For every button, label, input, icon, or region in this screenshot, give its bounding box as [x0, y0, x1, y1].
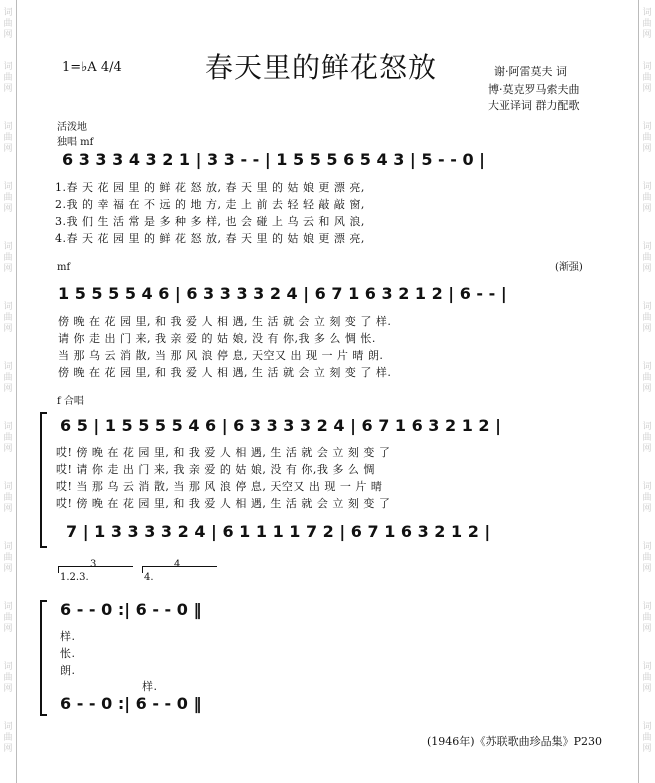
chorus-brace — [40, 412, 47, 548]
lyric-row3-verse-4: 哎! 傍 晚 在 花 园 里, 和 我 爱 人 相 遇, 生 活 就 会 立 刻 变 了 — [56, 497, 391, 510]
solo-dynamic: 独唱 mf — [57, 137, 94, 148]
lyric-verse-4: 4.春 天 花 园 里 的 鲜 花 怒 放, 春 天 里 的 姑 娘 更 漂 亮, — [55, 232, 365, 245]
notation-row-2: 1 5 5 5 5 4 6 | 6 3 3 3 3 2 4 | 6 7 1 6 3 2 1 2 | 6 - - | — [58, 284, 507, 303]
final-lyric-3: 朗. — [60, 664, 76, 677]
composer-credit: 博·莫克罗马索夫曲 — [488, 83, 580, 96]
notation-row-final-1: 6 - - 0 :| 6 - - 0 ‖ — [60, 600, 202, 619]
notation-row-1: 6 3 3 3 4 3 2 1 | 3 3 - - | 1 5 5 5 6 5 4 3 | 5 - - 0 | — [62, 150, 485, 169]
notation-row-4: 7 | 1 3 3 3 3 2 4 | 6 1 1 1 1 7 2 | 6 7 1 6 3 2 1 2 | — [66, 522, 491, 541]
lyric-row3-verse-1: 哎! 傍 晚 在 花 园 里, 和 我 爱 人 相 遇, 生 活 就 会 立 刻 变 了 — [56, 446, 391, 459]
final-lyric-1: 样. — [60, 630, 76, 643]
translator-credit: 大亚译词 群力配歌 — [488, 99, 580, 112]
chorus-marking: f 合唱 — [57, 396, 84, 407]
lyric-row3-verse-2: 哎! 请 你 走 出 门 来, 我 亲 爱 的 姑 娘, 没 有 你,我 多 么 惆 — [56, 463, 375, 476]
notation-row-3: 6 5 | 1 5 5 5 5 4 6 | 6 3 3 3 3 2 4 | 6 7 1 6 3 2 1 2 | — [60, 416, 501, 435]
final-lyric-2: 怅. — [60, 647, 76, 660]
first-ending-label: 1.2.3. — [60, 572, 89, 583]
lyric-verse-3: 3.我 们 生 活 常 是 多 种 多 样, 也 会 碰 上 乌 云 和 风 浪, — [55, 215, 365, 228]
song-title: 春天里的鲜花怒放 — [205, 51, 438, 84]
final-brace — [40, 600, 47, 716]
lyric-row2-verse-2: 请 你 走 出 门 来, 我 亲 爱 的 姑 娘, 没 有 你,我 多 么 惆 怅. — [58, 332, 376, 345]
source-citation: (1946年)《苏联歌曲珍品集》P230 — [427, 735, 602, 748]
page-frame — [16, 0, 639, 783]
key-signature: 1=♭A 4/4 — [62, 60, 122, 75]
first-ending-tuplet: 3 — [90, 559, 97, 570]
crescendo-marking: (渐强) — [555, 262, 583, 273]
lyric-verse-1: 1.春 天 花 园 里 的 鲜 花 怒 放, 春 天 里 的 姑 娘 更 漂 亮, — [55, 181, 365, 194]
mf-dynamic: mf — [57, 262, 71, 273]
notation-row-final-2: 6 - - 0 :| 6 - - 0 ‖ — [60, 694, 202, 713]
second-ending-tuplet: 4 — [174, 559, 181, 570]
lyric-verse-2: 2.我 的 幸 福 在 不 远 的 地 方, 走 上 前 去 轻 轻 敲 敲 窗, — [55, 198, 365, 211]
final-lyric-4: 样. — [142, 680, 158, 693]
lyric-row2-verse-3: 当 那 乌 云 消 散, 当 那 风 浪 停 息, 天空又 出 现 一 片 晴 朗. — [58, 349, 384, 362]
lyricist-credit: 谢·阿雷莫夫 词 — [494, 65, 567, 78]
lyric-row2-verse-1: 傍 晚 在 花 园 里, 和 我 爱 人 相 遇, 生 活 就 会 立 刻 变 了 样. — [58, 315, 392, 328]
second-ending-label: 4. — [144, 572, 154, 583]
tempo-marking: 活泼地 — [57, 122, 87, 133]
lyric-row3-verse-3: 哎! 当 那 乌 云 消 散, 当 那 风 浪 停 息, 天空又 出 现 一 片 晴 — [56, 480, 383, 493]
lyric-row2-verse-4: 傍 晚 在 花 园 里, 和 我 爱 人 相 遇, 生 活 就 会 立 刻 变 了 样. — [58, 366, 392, 379]
